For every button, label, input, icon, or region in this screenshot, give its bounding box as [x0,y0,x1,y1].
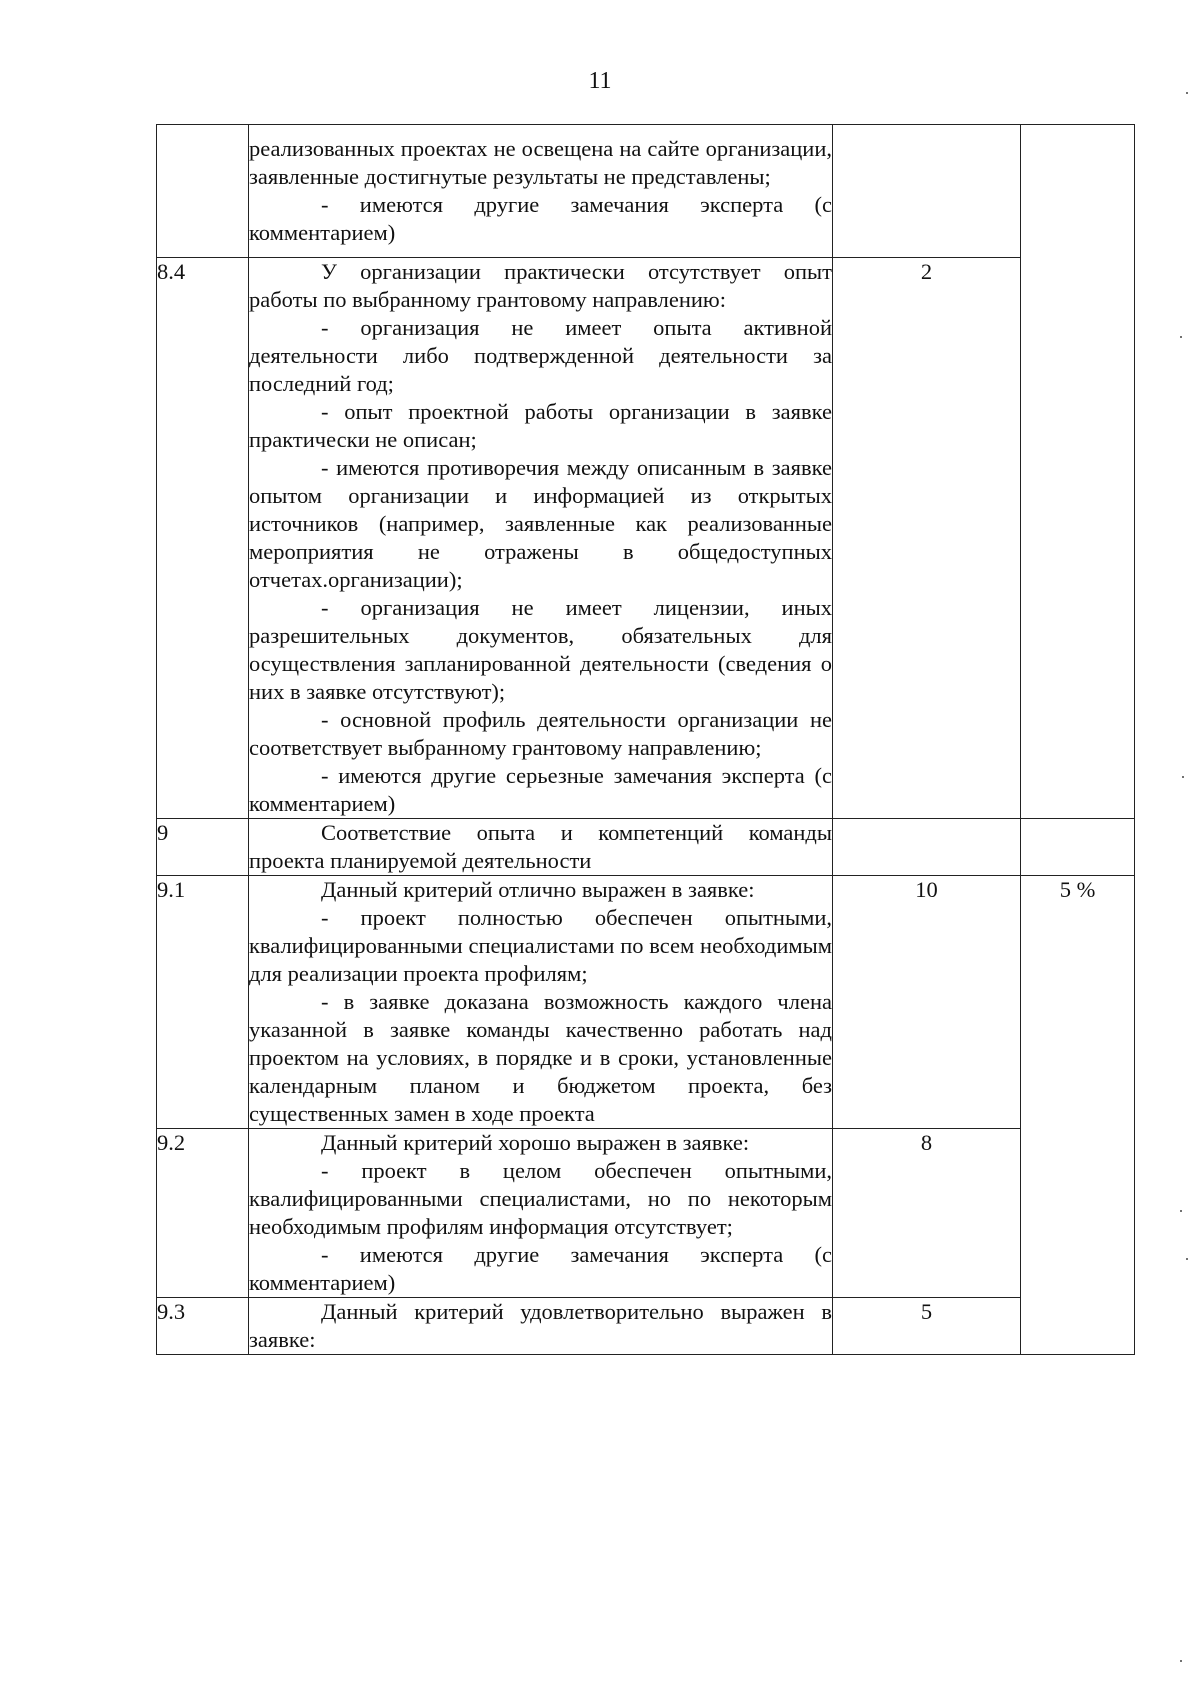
description-paragraph: - организация не имеет опыта активной деятельности либо подтвержденной деятельности за последний год; [249,315,832,396]
criterion-score: 2 [833,258,1021,819]
description-paragraph: Данный критерий отлично выражен в заявке: [321,877,755,902]
criterion-weight [1021,819,1135,876]
criterion-number: 9 [157,819,249,876]
criterion-number: 9.3 [157,1298,249,1355]
description-paragraph: - проект полностью обеспечен опытными, квалифицированными специалистами по всем необходимым для реализации проекта профилям; [249,905,832,986]
table-row [157,258,1135,819]
criterion-description [249,876,833,1129]
criterion-score [833,125,1021,258]
criterion-weight [1021,125,1135,819]
criterion-weight: 5 % [1021,876,1135,1355]
description-paragraph: - организация не имеет лицензии, иных разрешительных документов, обязательных для осуществления запланированной деятельности (сведения о них в заявке отсутствуют); [249,595,832,704]
criterion-score: 8 [833,1129,1021,1298]
table-row [157,819,1135,876]
criterion-description [249,1129,833,1298]
description-paragraph: реализованных проектах не освещена на сайте организации, заявленные достигнутые результаты не представлены; [249,136,832,189]
criterion-number: 9.1 [157,876,249,1129]
criterion-description [249,125,833,258]
description-paragraph: - основной профиль деятельности организации не соответствует выбранному грантовому направлению; [249,707,832,760]
criterion-number [157,125,249,258]
page-number: 11 [588,68,612,94]
criteria-table [156,124,1135,1355]
description-paragraph: Данный критерий хорошо выражен в заявке: [321,1130,750,1155]
description-paragraph: - имеются другие замечания эксперта (с комментарием) [249,192,832,245]
table-row [157,125,1135,258]
table-row [157,1129,1135,1298]
criterion-number: 9.2 [157,1129,249,1298]
description-paragraph: - имеются противоречия между описанным в заявке опытом организации и информацией из открытых источников (например, заявленные как реализованные мероприятия не отражены в общедоступных отчетах.организации); [249,455,832,592]
description-paragraph: Данный критерий удовлетворительно выражен в заявке: [249,1299,832,1352]
criterion-score: 10 [833,876,1021,1129]
description-paragraph: У организации практически отсутствует опыт работы по выбранному грантовому направлению: [249,259,832,312]
description-paragraph: - опыт проектной работы организации в заявке практически не описан; [249,399,832,452]
criterion-description [249,258,833,819]
description-paragraph: - имеются другие замечания эксперта (с комментарием) [249,1242,832,1295]
table-row [157,1298,1135,1355]
description-paragraph: - в заявке доказана возможность каждого члена указанной в заявке команды качественно работать над проектом на условиях, в порядке и в сроки, установленные календарным планом и бюджетом проекта, без существенных замен в ходе проекта [249,989,832,1126]
table-row [157,876,1135,1129]
description-paragraph: - имеются другие серьезные замечания эксперта (с комментарием) [249,763,832,816]
criterion-score [833,819,1021,876]
criterion-score: 5 [833,1298,1021,1355]
description-paragraph: - проект в целом обеспечен опытными, квалифицированными специалистами, но по некоторым необходимым профилям информация отсутствует; [249,1158,832,1239]
criterion-number: 8.4 [157,258,249,819]
criterion-description [249,819,833,876]
criterion-description [249,1298,833,1355]
description-paragraph: Соответствие опыта и компетенций команды проекта планируемой деятельности [249,820,832,873]
